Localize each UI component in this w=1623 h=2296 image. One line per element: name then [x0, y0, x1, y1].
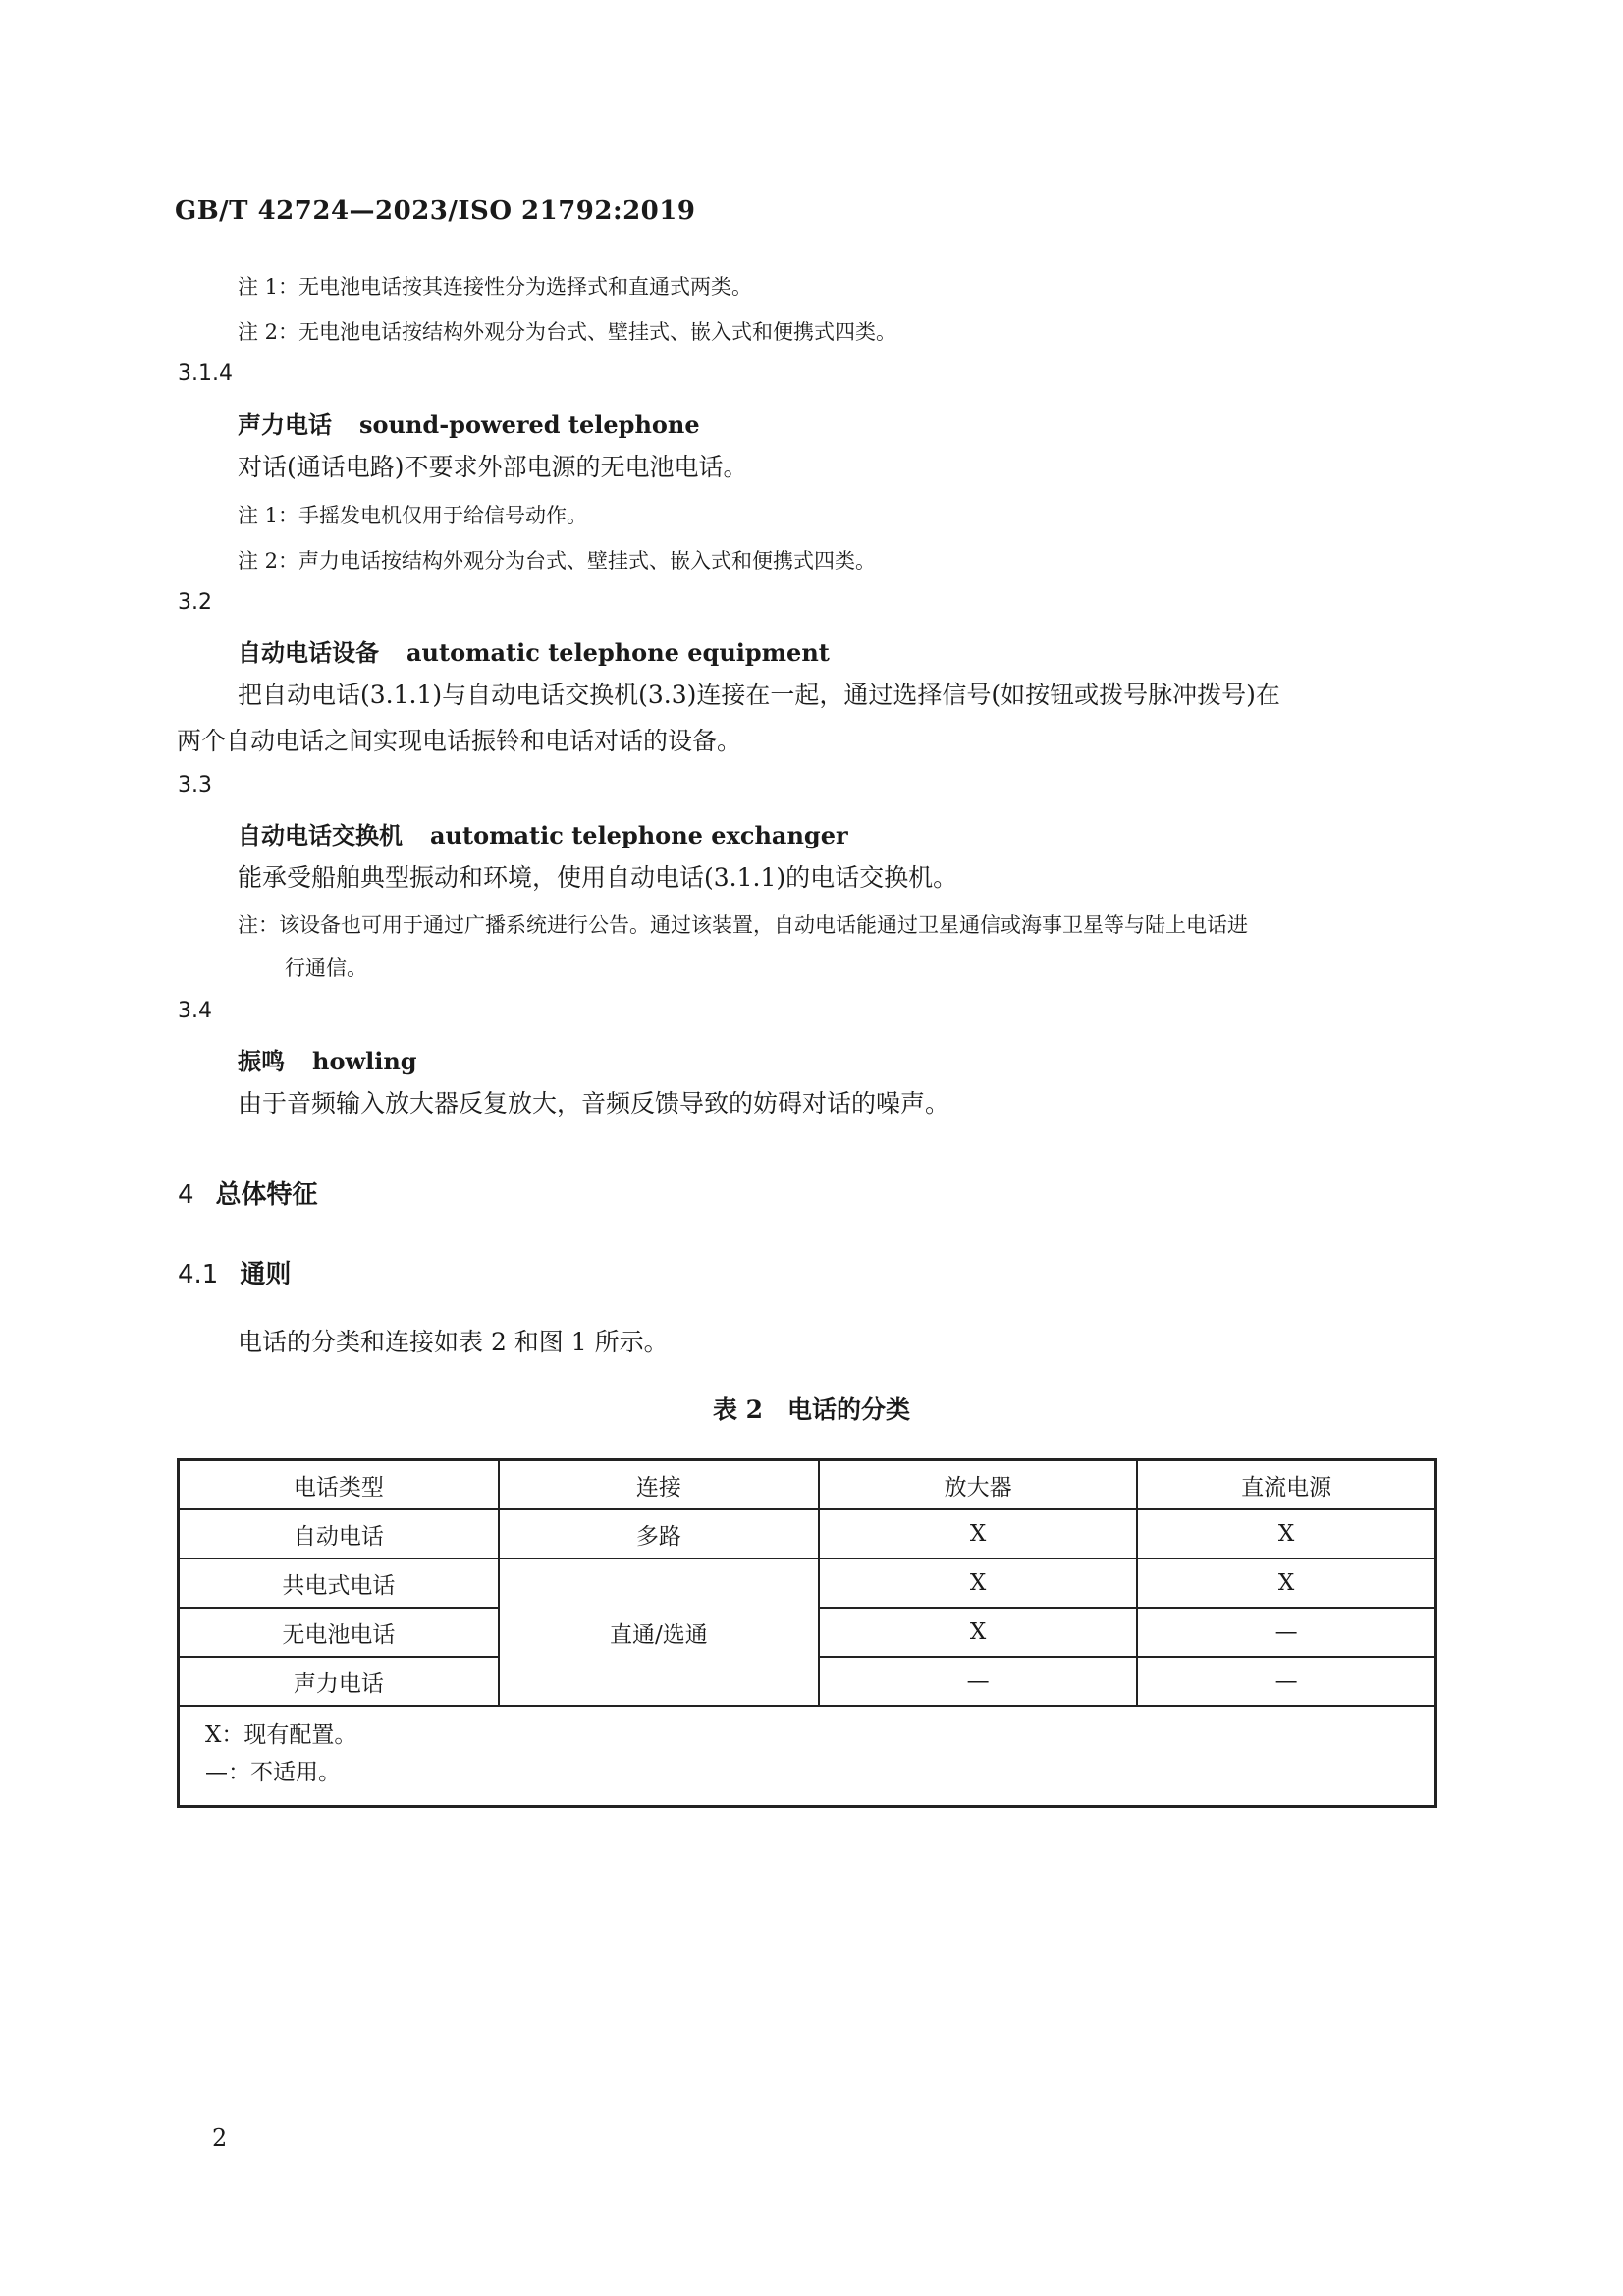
term-en: howling: [312, 1047, 417, 1075]
definition-3-3: 能承受船舶典型振动和环境，使用自动电话(3.1.1)的电话交换机。: [238, 863, 958, 892]
cell-connection: 多路: [499, 1509, 819, 1558]
cell-dc-power: —: [1137, 1657, 1435, 1706]
column-header-amplifier: 放大器: [819, 1460, 1137, 1510]
document-header-id: GB/T 42724—2023/ISO 21792:2019: [175, 196, 696, 226]
section-title: 通则: [240, 1260, 292, 1289]
clause-number-3-2: 3.2: [178, 590, 212, 615]
definition-3-2-line-2: 两个自动电话之间实现电话振铃和电话对话的设备。: [177, 727, 742, 755]
cell-type: 声力电话: [179, 1657, 499, 1706]
term-zh: 自动电话交换机: [238, 821, 403, 849]
cell-type: 自动电话: [179, 1509, 499, 1558]
cell-type: 共电式电话: [179, 1558, 499, 1608]
term-zh: 振鸣: [238, 1047, 285, 1075]
table-footnote-row: [179, 1706, 1436, 1807]
note-2: 注 2：无电池电话按结构外观分为台式、壁挂式、嵌入式和便携式四类。: [238, 320, 897, 344]
definition-3-1-4: 对话(通话电路)不要求外部电源的无电池电话。: [238, 453, 748, 481]
section-title: 总体特征: [215, 1180, 318, 1210]
table-footnotes: [179, 1706, 1436, 1807]
term-en: automatic telephone equipment: [406, 638, 830, 667]
note-3-1-4-2: 注 2：声力电话按结构外观分为台式、壁挂式、嵌入式和便携式四类。: [238, 549, 877, 573]
section-4-1-body: 电话的分类和连接如表 2 和图 1 所示。: [238, 1328, 669, 1356]
clause-number-3-4: 3.4: [178, 999, 212, 1023]
term-3-2: [238, 633, 830, 668]
note-3-3-line-1: 注：该设备也可用于通过广播系统进行公告。通过该装置，自动电话能通过卫星通信或海事卫星等与陆上电话进: [238, 913, 1248, 937]
note-3-1-4-1: 注 1：手摇发电机仅用于给信号动作。: [238, 504, 588, 527]
term-en: sound-powered telephone: [359, 410, 700, 439]
footnote-present: X：现有配置。: [205, 1722, 357, 1748]
cell-dc-power: X: [1137, 1509, 1435, 1558]
table-row: [179, 1558, 1436, 1608]
table-header-row: [179, 1460, 1436, 1510]
term-zh: 声力电话: [238, 410, 332, 439]
term-3-4: [238, 1042, 417, 1076]
cell-dc-power: X: [1137, 1558, 1435, 1608]
section-number: 4.1: [178, 1260, 219, 1289]
section-heading-4: [178, 1175, 318, 1211]
cell-amplifier: —: [819, 1657, 1137, 1706]
cell-amplifier: X: [819, 1558, 1137, 1608]
cell-amplifier: X: [819, 1509, 1137, 1558]
clause-number-3-1-4: 3.1.4: [178, 361, 233, 386]
note-3-3-line-2: 行通信。: [285, 957, 367, 980]
term-zh: 自动电话设备: [238, 638, 379, 667]
column-header-connection: 连接: [499, 1460, 819, 1510]
definition-3-2-line-1: 把自动电话(3.1.1)与自动电话交换机(3.3)连接在一起，通过选择信号(如按钮或拨号脉冲拨号)在: [238, 681, 1280, 709]
cell-connection-merged: 直通/选通: [499, 1558, 819, 1706]
definition-3-4: 由于音频输入放大器反复放大，音频反馈导致的妨碍对话的噪声。: [238, 1089, 950, 1118]
table-row: [179, 1509, 1436, 1558]
section-heading-4-1: [178, 1254, 291, 1290]
note-1: 注 1：无电池电话按其连接性分为选择式和直通式两类。: [238, 275, 753, 299]
table-caption: 表 2 电话的分类: [712, 1395, 911, 1424]
cell-type: 无电池电话: [179, 1608, 499, 1657]
column-header-dc-power: 直流电源: [1137, 1460, 1435, 1510]
cell-amplifier: X: [819, 1608, 1137, 1657]
term-en: automatic telephone exchanger: [430, 821, 848, 849]
term-3-1-4: [238, 406, 700, 440]
section-number: 4: [178, 1180, 194, 1210]
clause-number-3-3: 3.3: [178, 773, 212, 797]
phone-classification-table: [177, 1458, 1437, 1808]
cell-dc-power: —: [1137, 1608, 1435, 1657]
term-3-3: [238, 816, 848, 850]
column-header-type: 电话类型: [179, 1460, 499, 1510]
page-number: 2: [212, 2124, 228, 2152]
footnote-not-applicable: —：不适用。: [205, 1760, 341, 1785]
